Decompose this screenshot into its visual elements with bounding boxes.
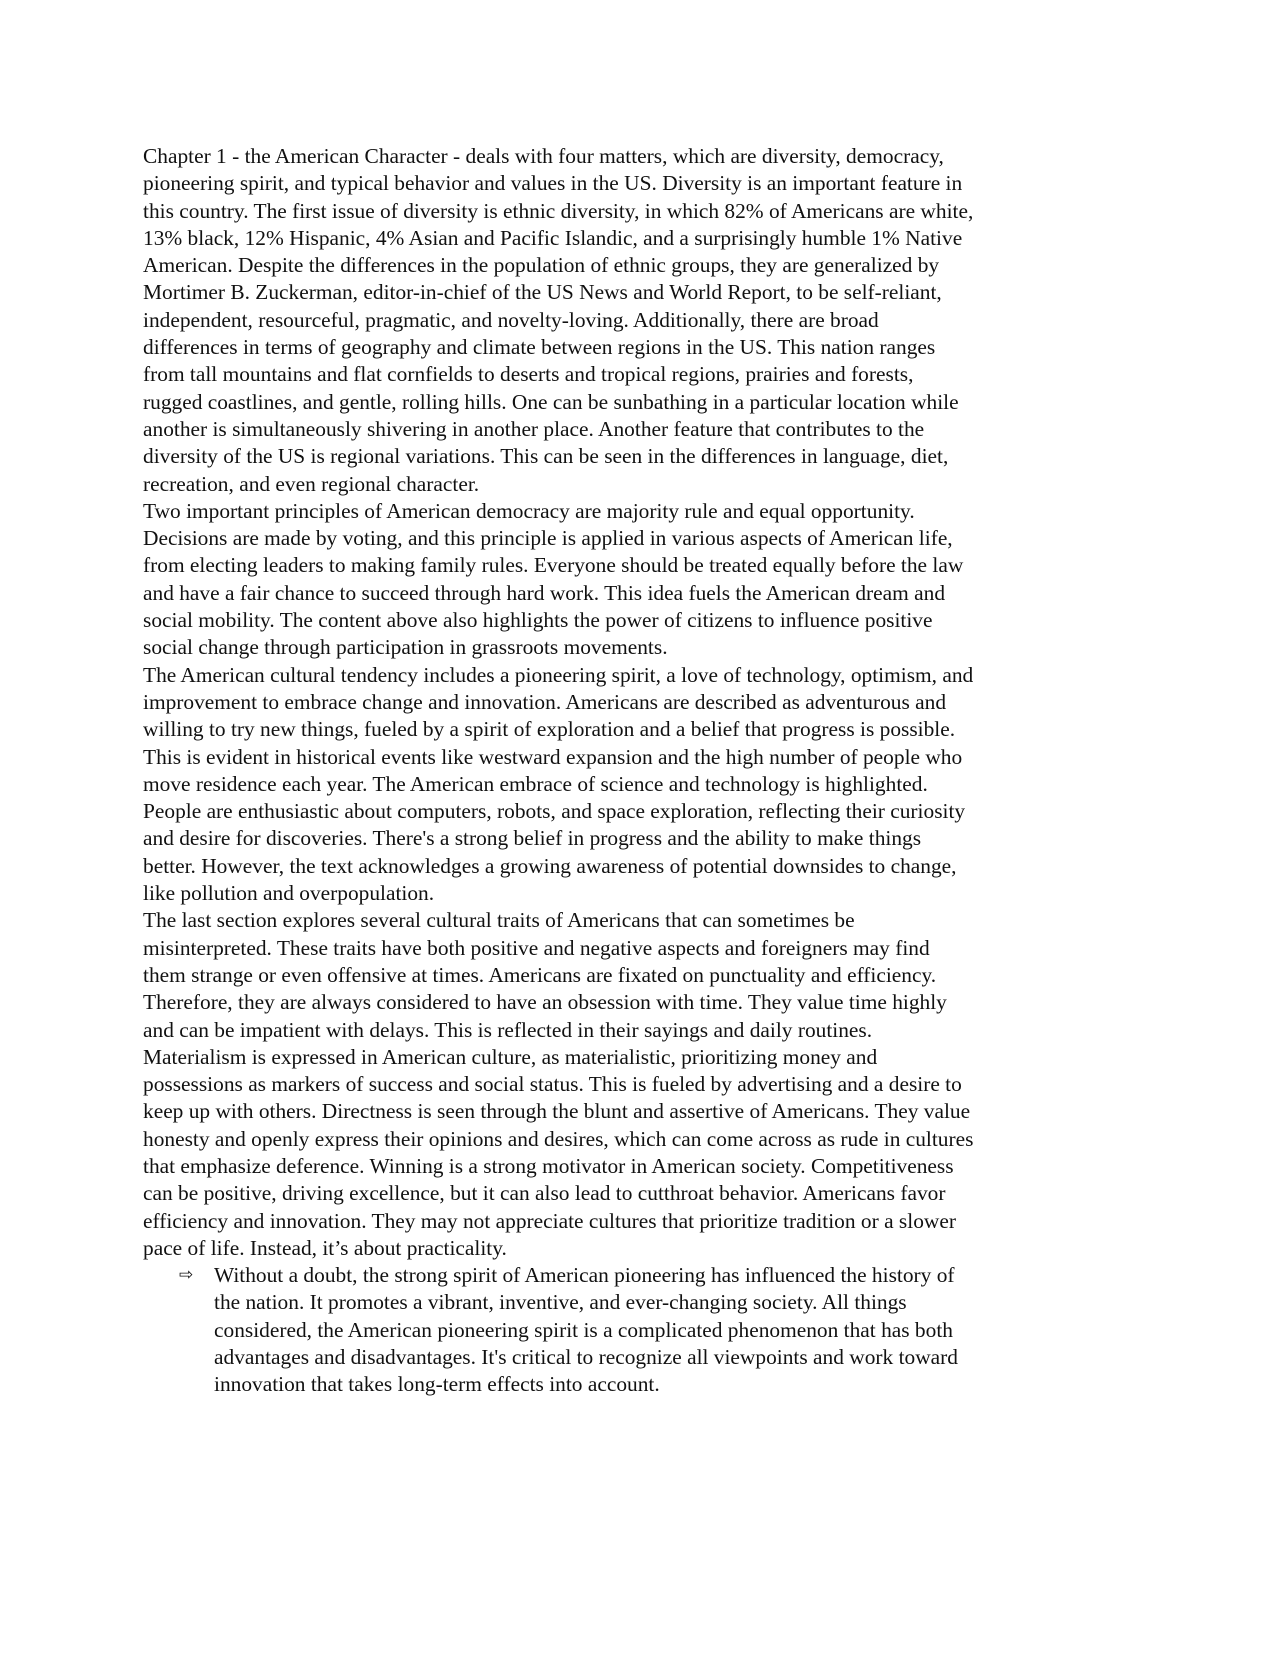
text-line: another is simultaneously shivering in another place. Another feature that contributes to the bbox=[143, 416, 925, 441]
text-line: People are enthusiastic about computers, robots, and space exploration, reflecting their curiosity bbox=[143, 799, 966, 824]
bullet-item bbox=[143, 1262, 1083, 1398]
text-line: differences in terms of geography and climate between regions in the US. This nation ranges bbox=[143, 335, 936, 360]
text-line: American. Despite the differences in the population of ethnic groups, they are generalized by bbox=[143, 253, 940, 278]
text-line: improvement to embrace change and innovation. Americans are described as adventurous and bbox=[143, 689, 947, 714]
text-line: This is evident in historical events like westward expansion and the high number of people who bbox=[143, 744, 963, 769]
text-line: Mortimer B. Zuckerman, editor-in-chief of the US News and World Report, to be self-reliant, bbox=[143, 280, 942, 305]
document-page bbox=[143, 143, 1083, 1399]
text-line: independent, resourceful, pragmatic, and novelty-loving. Additionally, there are broad bbox=[143, 307, 879, 332]
text-line: The last section explores several cultural traits of Americans that can sometimes be bbox=[143, 908, 855, 933]
text-line: efficiency and innovation. They may not appreciate cultures that prioritize tradition or a slower bbox=[143, 1208, 956, 1233]
text-line: like pollution and overpopulation. bbox=[143, 881, 435, 906]
text-line: Materialism is expressed in American culture, as materialistic, prioritizing money and bbox=[143, 1044, 878, 1069]
text-line: honesty and openly express their opinions and desires, which can come across as rude in cultures bbox=[143, 1126, 974, 1151]
text-line: recreation, and even regional character. bbox=[143, 471, 480, 496]
text-line: and can be impatient with delays. This is reflected in their sayings and daily routines. bbox=[143, 1017, 873, 1042]
text-line: them strange or even offensive at times. Americans are fixated on punctuality and efficiency. bbox=[143, 962, 937, 987]
text-line: can be positive, driving excellence, but it can also lead to cutthroat behavior. Americans favor bbox=[143, 1181, 946, 1206]
text-line: Chapter 1 - the American Character - deals with four matters, which are diversity, democracy, bbox=[143, 144, 944, 168]
text-line: the nation. It promotes a vibrant, inventive, and ever-changing society. All things bbox=[214, 1290, 907, 1315]
text-line: possessions as markers of success and social status. This is fueled by advertising and a desire to bbox=[143, 1072, 962, 1097]
text-line: Therefore, they are always considered to have an obsession with time. They value time highly bbox=[143, 990, 947, 1015]
text-line: keep up with others. Directness is seen through the blunt and assertive of Americans. They value bbox=[143, 1099, 971, 1124]
text-line: that emphasize deference. Winning is a strong motivator in American society. Competitiveness bbox=[143, 1153, 954, 1178]
text-line: from electing leaders to making family rules. Everyone should be treated equally before the law bbox=[143, 553, 964, 578]
text-line: social change through participation in grassroots movements. bbox=[143, 635, 668, 660]
text-line: better. However, the text acknowledges a growing awareness of potential downsides to change, bbox=[143, 853, 957, 878]
text-line: advantages and disadvantages. It's critical to recognize all viewpoints and work toward bbox=[214, 1345, 958, 1370]
text-line: pioneering spirit, and typical behavior and values in the US. Diversity is an important feature in bbox=[143, 171, 963, 196]
text-line: 13% black, 12% Hispanic, 4% Asian and Pacific Islandic, and a surprisingly humble 1% Native bbox=[143, 225, 963, 250]
paragraph bbox=[143, 498, 1083, 662]
text-line: misinterpreted. These traits have both positive and negative aspects and foreigners may find bbox=[143, 935, 930, 960]
text-line: innovation that takes long-term effects into account. bbox=[214, 1372, 660, 1397]
text-line: move residence each year. The American embrace of science and technology is highlighted. bbox=[143, 771, 928, 796]
text-line: Without a doubt, the strong spirit of American pioneering has influenced the history of bbox=[214, 1263, 955, 1288]
text-line: and have a fair chance to succeed through hard work. This idea fuels the American dream and bbox=[143, 580, 946, 605]
text-line: willing to try new things, fueled by a spirit of exploration and a belief that progress is possible. bbox=[143, 717, 956, 742]
text-line: The American cultural tendency includes a pioneering spirit, a love of technology, optimism, and bbox=[143, 662, 974, 687]
text-line: pace of life. Instead, it’s about practicality. bbox=[143, 1235, 507, 1260]
text-line: this country. The first issue of diversity is ethnic diversity, in which 82% of Americans are white, bbox=[143, 198, 974, 223]
text-line: considered, the American pioneering spirit is a complicated phenomenon that has both bbox=[214, 1317, 953, 1342]
text-line: rugged coastlines, and gentle, rolling hills. One can be sunbathing in a particular location while bbox=[143, 389, 959, 414]
text-line: diversity of the US is regional variations. This can be seen in the differences in language, diet, bbox=[143, 444, 949, 469]
text-line: and desire for discoveries. There's a strong belief in progress and the ability to make things bbox=[143, 826, 922, 851]
text-line: Decisions are made by voting, and this principle is applied in various aspects of American life, bbox=[143, 526, 953, 551]
text-line: social mobility. The content above also highlights the power of citizens to influence positive bbox=[143, 608, 933, 633]
paragraph bbox=[143, 662, 1083, 908]
arrow-bullet-icon: ⇨ bbox=[179, 1265, 194, 1286]
paragraph bbox=[143, 907, 1083, 1262]
text-line: Two important principles of American democracy are majority rule and equal opportunity. bbox=[143, 498, 915, 523]
paragraph bbox=[143, 143, 1083, 498]
text-line: from tall mountains and flat cornfields to deserts and tropical regions, prairies and forests, bbox=[143, 362, 914, 387]
